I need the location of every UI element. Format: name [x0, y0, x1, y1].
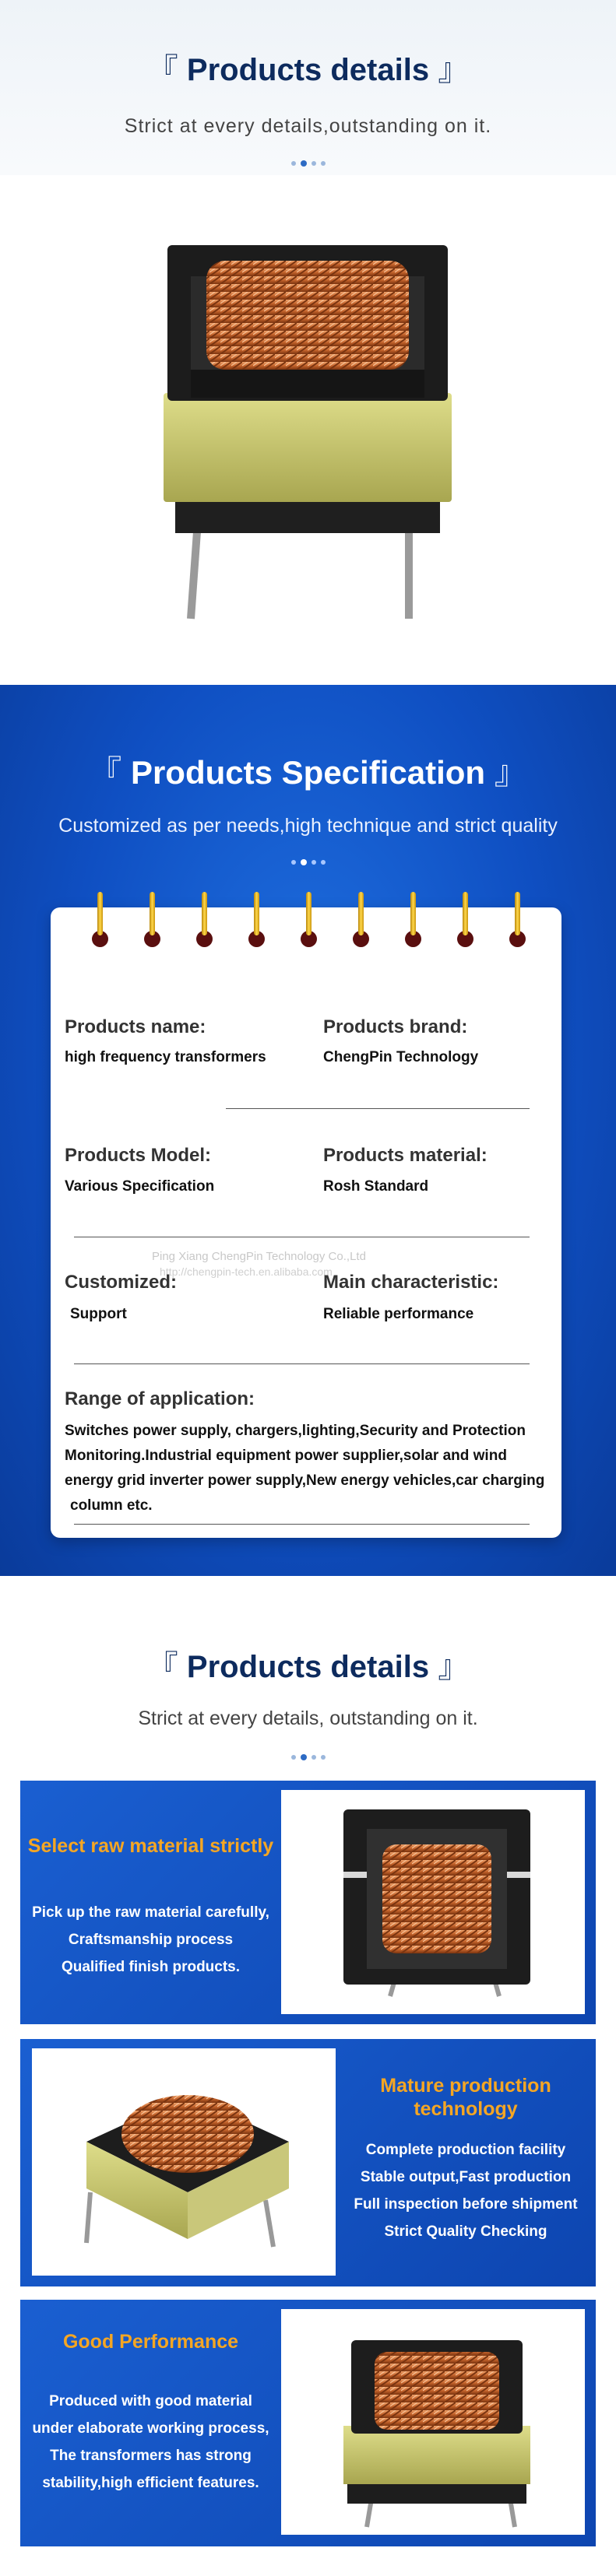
panel-line: Strict Quality Checking: [384, 2223, 547, 2240]
panel-line: stability,high efficient features.: [42, 2475, 259, 2491]
spiral-ring-icon: [96, 892, 104, 949]
section1-subtitle: Strict at every details,outstanding on it.: [124, 115, 492, 137]
product-photo: [281, 2309, 585, 2535]
feature-panel-production: [20, 2039, 596, 2286]
name-label: Products name:: [65, 1016, 206, 1037]
transformer-image: [32, 2048, 336, 2276]
bracket-close: 』: [494, 753, 527, 791]
spiral-ring-icon: [461, 892, 469, 949]
bracket-close: 』: [438, 52, 470, 88]
panel-line: Qualified finish products.: [61, 1959, 241, 1975]
panel-line: Complete production facility: [365, 2142, 566, 2158]
model-value: Various Specification: [65, 1178, 215, 1195]
panel-text: [20, 2388, 281, 2497]
panel-title: Select raw material strictly: [27, 1835, 274, 1857]
spec-subtitle: Customized as per needs,high technique and strict quality: [58, 815, 558, 837]
characteristic-label: Main characteristic:: [323, 1272, 499, 1293]
transformer-image: [144, 230, 471, 634]
spiral-ring-icon: [304, 892, 312, 949]
bracket-open: 『: [146, 52, 178, 88]
panel-line: Craftsmanship process: [68, 1932, 234, 1948]
specification-section: [0, 685, 616, 1576]
section1-title: [0, 45, 616, 89]
panel-line: Full inspection before shipment: [354, 2196, 578, 2213]
panel-title-line: Mature production: [380, 2075, 551, 2097]
pagination-dots-icon: [0, 860, 616, 865]
range-line: Switches power supply, chargers,lighting,Security and Protection: [65, 1423, 526, 1439]
brand-label: Products brand:: [323, 1016, 468, 1037]
spec-title-text: Products Specification: [130, 754, 486, 791]
spiral-ring-icon: [252, 892, 260, 949]
bracket-close: 』: [438, 1649, 470, 1685]
product-photo: [32, 2048, 336, 2276]
panel-line: Pick up the raw material carefully,: [32, 1904, 269, 1921]
spec-card: [51, 907, 561, 1538]
section3-title-text: Products details: [186, 1650, 430, 1684]
spiral-ring-icon: [409, 892, 417, 949]
divider: [226, 1108, 530, 1109]
range-label: Range of application:: [65, 1388, 255, 1409]
range-line: Monitoring.Industrial equipment power supplier,solar and wind: [65, 1448, 507, 1464]
section1-title-text: Products details: [186, 53, 430, 87]
panel-line: Produced with good material: [49, 2393, 252, 2409]
spiral-ring-icon: [513, 892, 521, 949]
spiral-ring-icon: [357, 892, 364, 949]
model-label: Products Model:: [65, 1145, 212, 1166]
material-label: Products material:: [323, 1145, 488, 1166]
panel-text: [20, 1899, 281, 1981]
panel-line: under elaborate working process,: [32, 2420, 269, 2437]
panel-title-line: technology: [414, 2098, 518, 2120]
material-value: Rosh Standard: [323, 1178, 429, 1195]
spiral-ring-icon: [200, 892, 208, 949]
watermark-url: http://chengpin-tech.en.alibaba.com: [160, 1265, 333, 1278]
spiral-ring-icon: [148, 892, 156, 949]
bracket-open: 『: [146, 1649, 178, 1685]
panel-text: [336, 2136, 596, 2245]
panel-line: Stable output,Fast production: [360, 2169, 572, 2185]
divider: [74, 1363, 530, 1364]
transformer-image: [281, 1790, 585, 2014]
section3-subtitle: Strict at every details, outstanding on it.: [138, 1707, 478, 1729]
product-photo: [281, 1790, 585, 2014]
customized-label: Customized:: [65, 1272, 177, 1293]
feature-panel-raw-material: [20, 1781, 596, 2024]
section3-title: [0, 1642, 616, 1686]
characteristic-value: Reliable performance: [323, 1306, 474, 1322]
customized-value: Support: [70, 1306, 127, 1322]
watermark-text: Ping Xiang ChengPin Technology Co.,Ltd: [152, 1250, 366, 1263]
panel-title: Good Performance: [62, 2331, 239, 2353]
range-line: column etc.: [70, 1497, 153, 1514]
feature-panel-performance: [20, 2300, 596, 2546]
bracket-open: 『: [89, 753, 122, 791]
brand-value: ChengPin Technology: [323, 1049, 479, 1065]
divider: [74, 1524, 530, 1525]
name-value: high frequency transformers: [65, 1049, 266, 1065]
transformer-image: [281, 2309, 585, 2535]
panel-title: [336, 2074, 596, 2121]
pagination-dots-icon: [0, 161, 616, 167]
spec-title: [0, 747, 616, 794]
panel-line: The transformers has strong: [50, 2448, 252, 2464]
pagination-dots-icon: [0, 1755, 616, 1760]
range-line: energy grid inverter power supply,New energy vehicles,car charging: [65, 1472, 545, 1489]
